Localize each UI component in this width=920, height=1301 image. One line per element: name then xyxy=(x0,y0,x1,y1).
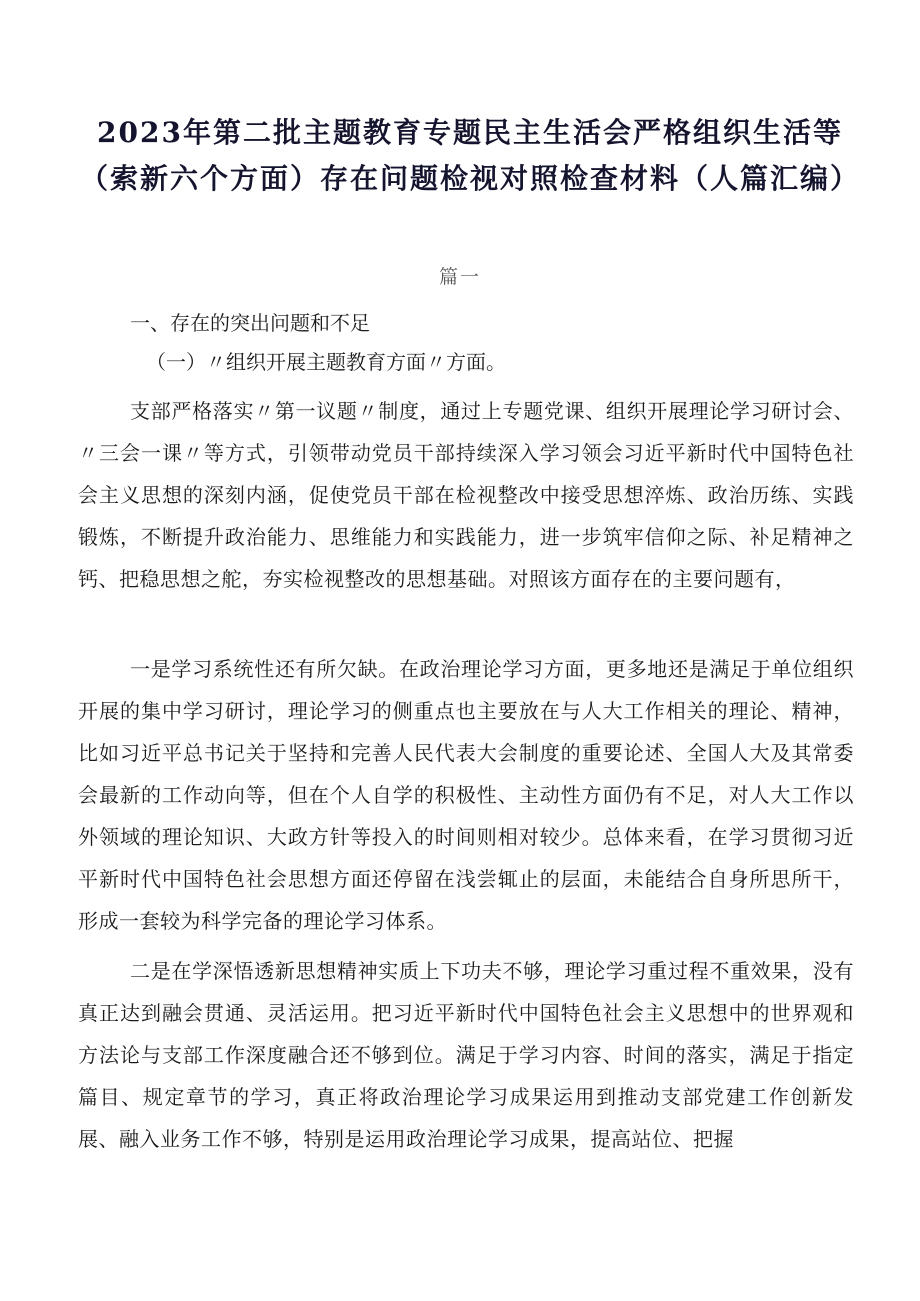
paragraph-text: 一是学习系统性还有所欠缺。在政治理论学习方面，更多地还是满足于单位组织开展的集中学习研讨，理论学习的侧重点也主要放在与人大工作相关的理论、精神，比如习近平总书记关于坚持和完善人民代表大会制度的重要论述、全国人大及其常委会最新的工作动向等，但在个人自学的积极性、主动性方面仍有不足，对人大工作以外领域的理论知识、大政方针等投入的时间则相对较少。总体来看，在学习贯彻习近平新时代中国特色社会思想方面还停留在浅尝辄止的层面，未能结合自身所思所干，形成一套较为科学完备的理论学习体系。 xyxy=(78,657,854,933)
paragraph-text: 二是在学深悟透新思想精神实质上下功夫不够，理论学习重过程不重效果，没有真正达到融会贯通、灵活运用。把习近平新时代中国特色社会主义思想中的世界观和方法论与支部工作深度融合还不够到位。满足于学习内容、时间的落实，满足于指定篇目、规定章节的学习，真正将政治理论学习成果运用到推动支部党建工作创新发展、融入业务工作不够，特别是运用政治理论学习成果，提高站位、把握 xyxy=(78,959,854,1151)
title-line-1: 2023年第二批主题教育专题民主生活会严格组织生活等 xyxy=(97,116,843,149)
paragraph-2 xyxy=(78,648,854,942)
paragraph-text: 支部严格落实〃第一议题〃制度，通过上专题党课、组织开展理论学习研讨会、〃三会一课〃等方式，引领带动党员干部持续深入学习领会习近平新时代中国特色社会主义思想的深刻内涵，促使党员干部在检视整改中接受思想淬炼、政治历练、实践锻炼，不断提升政治能力、思维能力和实践能力，进一步筑牢信仰之际、补足精神之钙、把稳思想之舵，夯实检视整改的思想基础。对照该方面存在的主要问题有， xyxy=(78,399,854,591)
heading-level-2: （一）〃组织开展主题教育方面〃方面。 xyxy=(146,350,506,374)
paragraph-3 xyxy=(78,950,854,1160)
heading-level-1: 一、存在的突出问题和不足 xyxy=(130,311,370,335)
document-title xyxy=(70,110,870,202)
section-label: 篇一 xyxy=(438,266,481,288)
paragraph-1 xyxy=(78,390,854,600)
title-line-2: （索新六个方面）存在问题检视对照检查材料（人篇汇编） xyxy=(79,162,860,195)
